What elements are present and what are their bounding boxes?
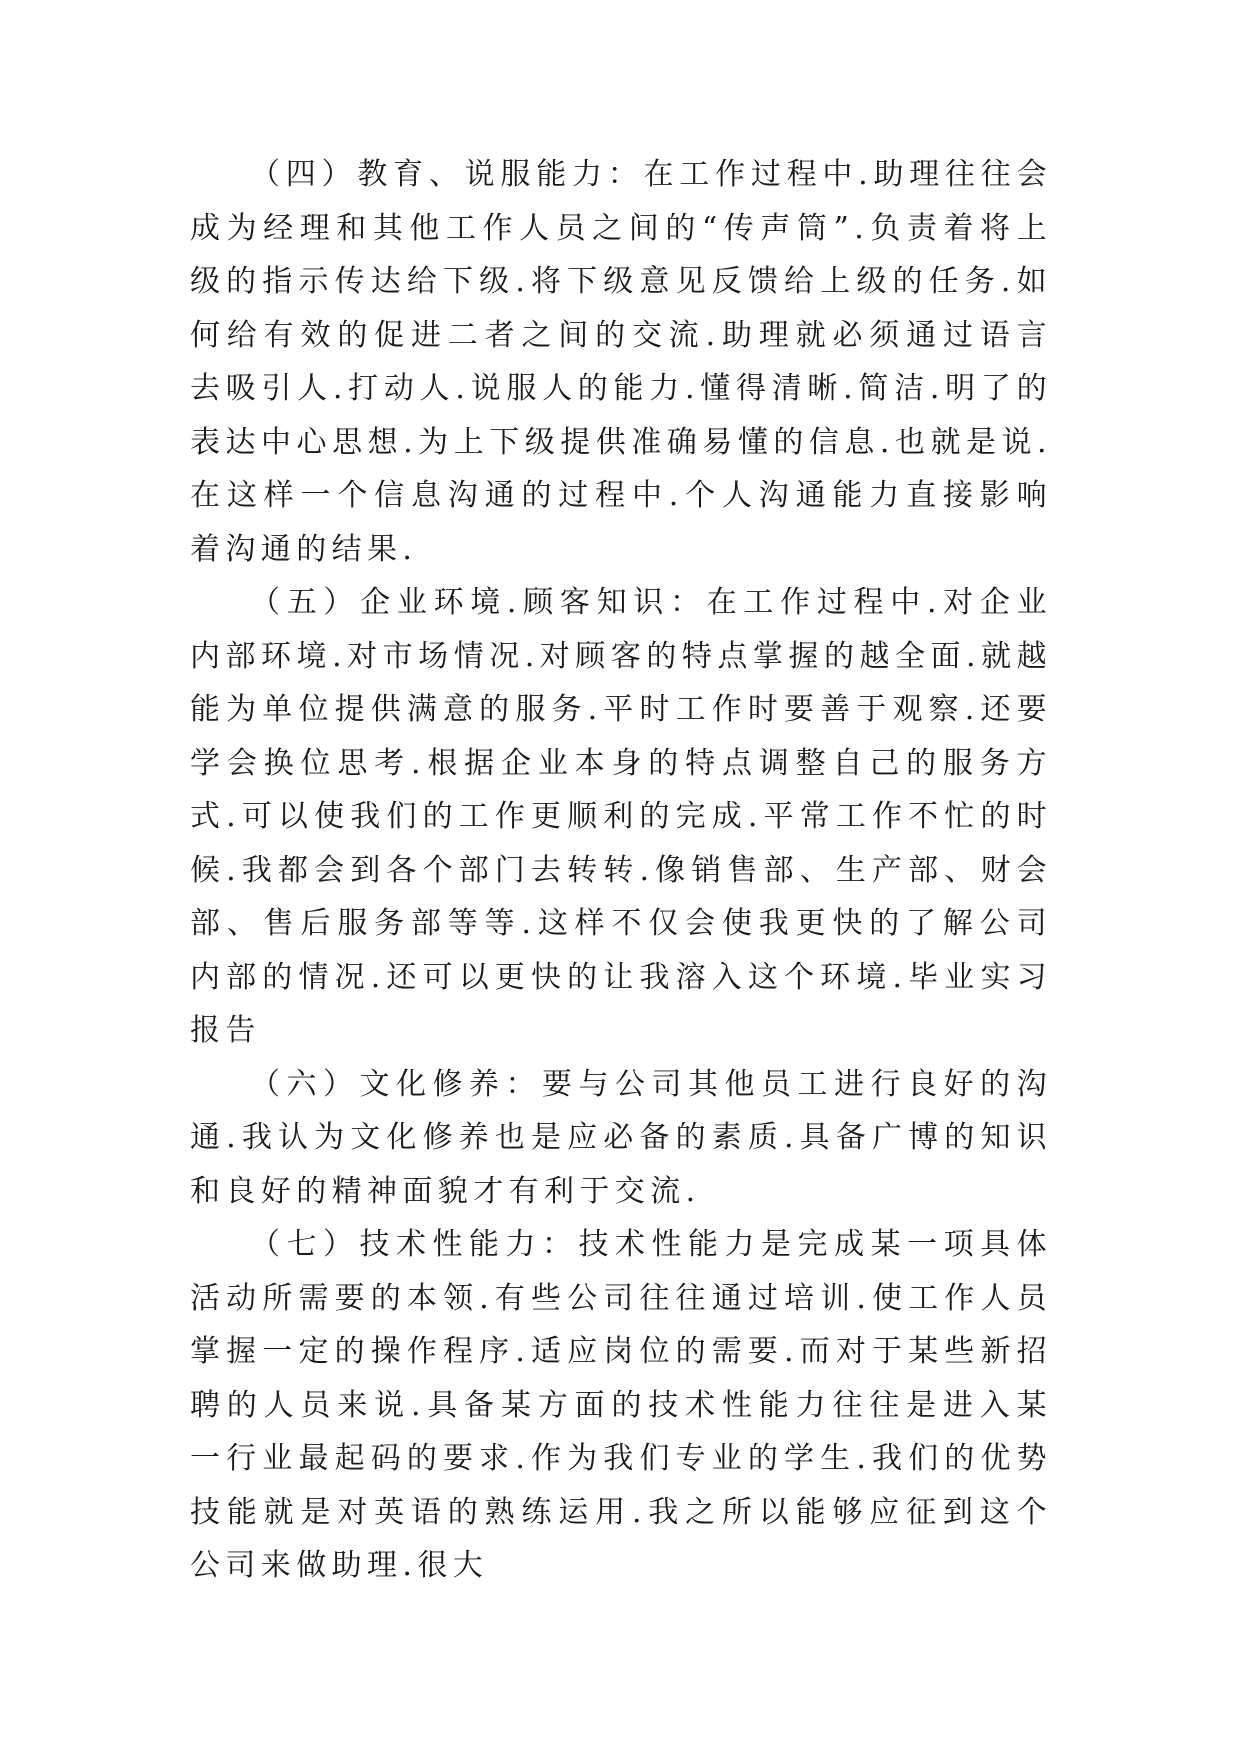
paragraph-technical-ability: （七）技术性能力：技术性能力是完成某一项具体活动所需要的本领.有些公司往往通过培训.使工作人员掌握一定的操作程序.适应岗位的需要.而对于某些新招聘的人员来说.具备某方面的技术性能力往往是进入某一行业最起码的要求.作为我们专业的学生.我们的优势技能就是对英语的熟练运用.我之所以能够应征到这个公司来做助理.很大 [190, 1227, 1052, 1583]
document-body [190, 148, 1052, 1593]
paragraph-cultural-cultivation: （六）文化修养：要与公司其他员工进行良好的沟通.我认为文化修养也是应必备的素质.具备广博的知识和良好的精神面貌才有利于交流. [190, 1066, 1052, 1209]
paragraph-education-persuasion: （四）教育、说服能力：在工作过程中.助理往往会成为经理和其他工作人员之间的“传声筒”.负责着将上级的指示传达给下级.将下级意见反馈给上级的任务.如何给有效的促进二者之间的交流.助理就必须通过语言去吸引人.打动人.说服人的能力.懂得清晰.简洁.明了的表达中心思想.为上下级提供准确易懂的信息.也就是说.在这样一个信息沟通的过程中.个人沟通能力直接影响着沟通的结果. [190, 157, 1052, 567]
paragraph-enterprise-customer-knowledge: （五）企业环境.顾客知识：在工作过程中.对企业内部环境.对市场情况.对顾客的特点掌握的越全面.就越能为单位提供满意的服务.平时工作时要善于观察.还要学会换位思考.根据企业本身的特点调整自己的服务方式.可以使我们的工作更顺利的完成.平常工作不忙的时候.我都会到各个部门去转转.像销售部、生产部、财会部、售后服务部等等.这样不仅会使我更快的了解公司内部的情况.还可以更快的让我溶入这个环境.毕业实习报告 [190, 585, 1052, 1048]
